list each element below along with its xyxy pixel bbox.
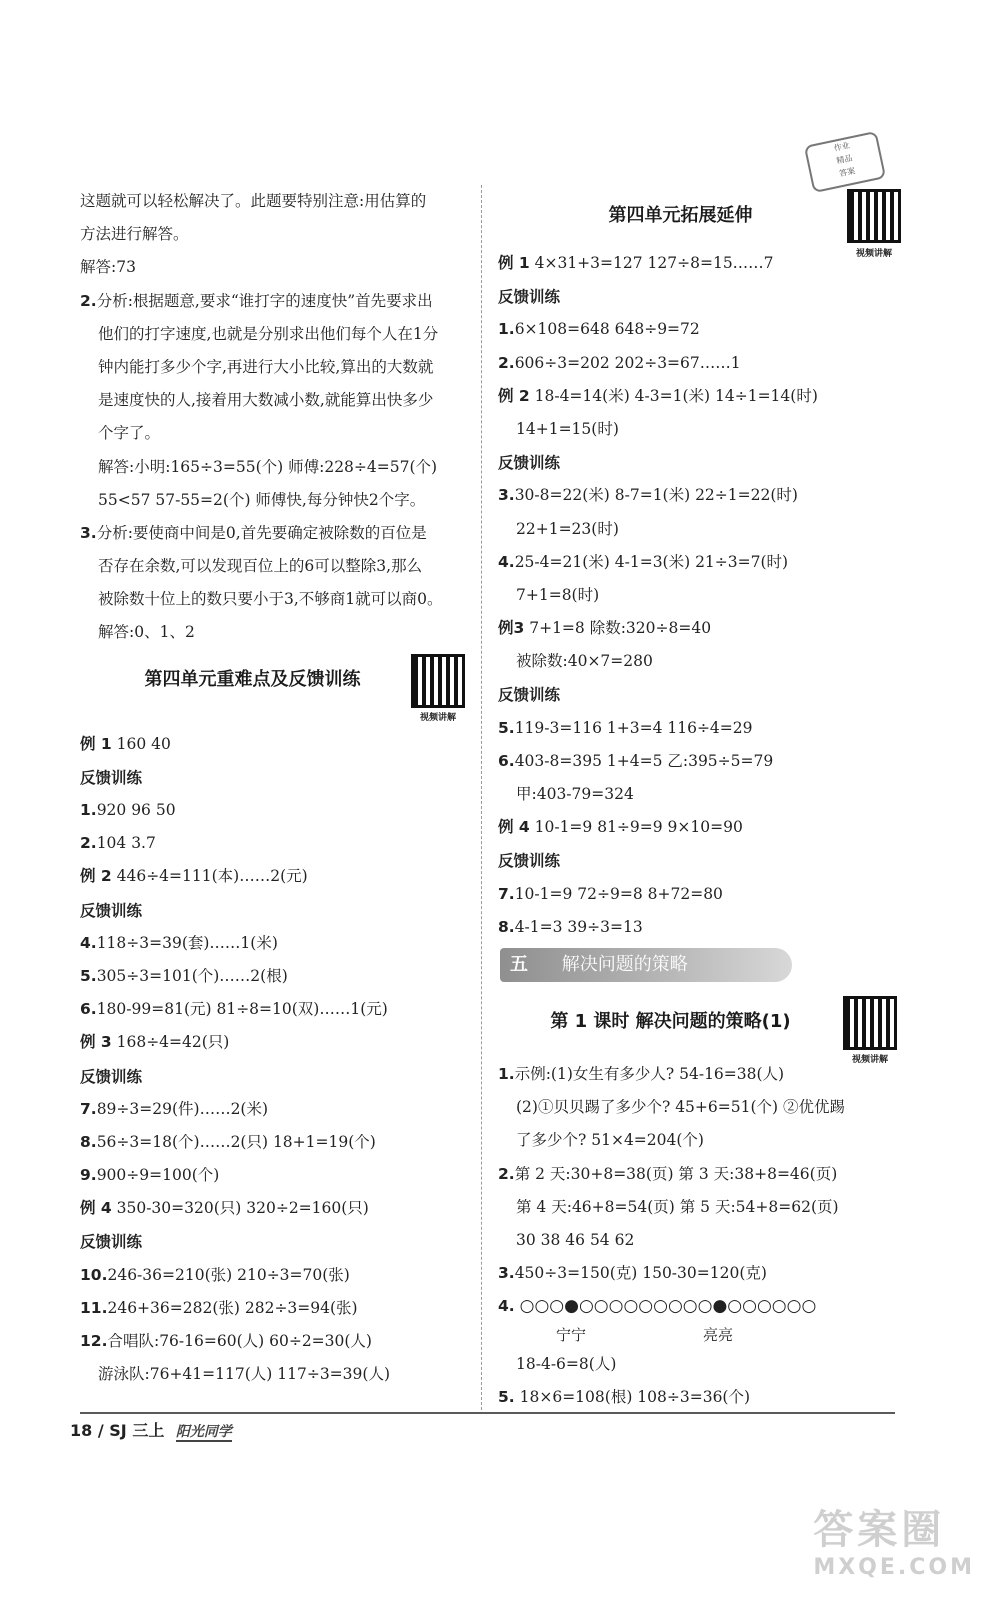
- answer-text: 分析:根据题意,要求“谁打字的速度快”首先要求出: [96, 291, 433, 310]
- answer-line: [498, 1124, 903, 1157]
- question-number: 反馈训练: [80, 1232, 143, 1252]
- answer-line: [498, 1191, 903, 1224]
- footer-slash: /: [97, 1421, 104, 1440]
- answer-line: [498, 313, 903, 346]
- question-number: 8.: [80, 1132, 97, 1151]
- q4-line: [498, 1290, 903, 1323]
- question-number: 例 3: [80, 1033, 112, 1052]
- q4-labels: [498, 1324, 903, 1348]
- answer-text: 14+1=15(时): [516, 419, 619, 438]
- question-number: 2.: [498, 1164, 515, 1183]
- q4-calc: 18-4-6=8(人): [516, 1354, 617, 1373]
- answer-line: [80, 285, 465, 318]
- footer-rule: [80, 1412, 895, 1414]
- answer-text: 246-36=210(张) 210÷3=70(张): [107, 1265, 350, 1284]
- section-heading-right: [498, 185, 903, 259]
- question-number: 4.: [80, 933, 97, 952]
- answer-line: [498, 745, 903, 778]
- answer-text: 350-30=320(只) 320÷2=160(只): [111, 1199, 369, 1218]
- question-number: 9.: [80, 1166, 97, 1185]
- circle-sequence: ○○○●○○○○○○○○○●○○○○○○: [519, 1296, 817, 1317]
- answer-text: 25-4=21(米) 4-1=3(米) 21÷3=7(时): [514, 552, 789, 571]
- answer-text: 22+1=23(时): [516, 519, 619, 538]
- question-number: 6.: [80, 1000, 97, 1019]
- qr-code-icon[interactable]: [847, 189, 901, 243]
- lesson-heading: [498, 992, 903, 1072]
- answer-text: 89÷3=29(件)……2(米): [96, 1099, 269, 1118]
- answer-line: [80, 1060, 465, 1093]
- question-number: 反馈训练: [80, 767, 143, 787]
- answer-line: [80, 1225, 465, 1258]
- unit-number: 五: [510, 954, 528, 975]
- question-number: 例 2: [498, 386, 530, 405]
- answer-line: [80, 1325, 465, 1358]
- answer-text: 分析:要使商中间是0,首先要确定被除数的百位是: [96, 523, 427, 542]
- question-number: 反馈训练: [80, 1066, 143, 1086]
- answer-line: [80, 550, 465, 583]
- lesson-section: [498, 992, 903, 1414]
- unit-banner: [500, 948, 792, 982]
- answer-text: 18-4=14(米) 4-3=1(米) 14÷1=14(时): [529, 386, 818, 405]
- answer-line: [498, 579, 903, 612]
- answer-text: 4×31+3=127 127÷8=15……7: [529, 254, 774, 272]
- lesson-title: 第 1 课时 解决问题的策略(1): [550, 1011, 791, 1032]
- answer-text: 10-1=9 72÷9=8 8+72=80: [514, 884, 723, 903]
- column-divider: [481, 185, 482, 1410]
- answer-line: [80, 993, 465, 1026]
- answer-text: 钟内能打多少个字,再进行大小比较,算出的大数就: [98, 357, 434, 376]
- answer-line: [80, 1358, 465, 1391]
- answer-text: 了多少个? 51×4=204(个): [516, 1131, 704, 1150]
- answer-line: [80, 1093, 465, 1126]
- answer-text: 6×108=648 648÷9=72: [514, 320, 700, 339]
- answer-line: [498, 778, 903, 811]
- answer-text: 是速度快的人,接着用大数减小数,就能算出快多少: [98, 391, 434, 410]
- page-number: 18: [70, 1421, 93, 1440]
- answer-line: [498, 1224, 903, 1257]
- answer-line: [80, 1259, 465, 1292]
- answer-line: [80, 827, 465, 860]
- answer-line: [498, 911, 903, 944]
- answer-text: 104 3.7: [96, 834, 156, 853]
- answer-text: 7+1=8(时): [516, 585, 600, 604]
- question-number: 1.: [80, 801, 97, 819]
- answer-text: 160 40: [111, 734, 171, 753]
- answer-text: 甲:403-79=324: [516, 785, 634, 803]
- answer-line: [498, 280, 903, 313]
- section-title: 第四单元重难点及反馈训练: [144, 668, 361, 690]
- answer-line: [80, 1292, 465, 1325]
- answer-text: 920 96 50: [96, 801, 176, 819]
- answer-line: [80, 860, 465, 893]
- answer-line: [80, 761, 465, 794]
- question-number: 7.: [80, 1099, 97, 1118]
- question-number: 6.: [498, 751, 515, 770]
- answer-line: [80, 1126, 465, 1159]
- question-number: 反馈训练: [498, 685, 561, 705]
- answer-line: [80, 484, 465, 517]
- answer-line: [498, 1158, 903, 1191]
- left-column: [80, 185, 465, 1391]
- answer-text: 606÷3=202 202÷3=67……1: [514, 353, 741, 372]
- answer-text: 第 4 天:46+8=54(页) 第 5 天:54+8=62(页): [516, 1197, 839, 1216]
- question-number: 例 2: [80, 867, 112, 886]
- answer-text: 118÷3=39(套)……1(米): [96, 933, 278, 952]
- answer-text: 900÷9=100(个): [96, 1166, 220, 1185]
- answer-line: [80, 1159, 465, 1192]
- question-number: 反馈训练: [498, 453, 561, 473]
- question-number: 5.: [498, 718, 515, 737]
- question-number: 2.: [498, 353, 515, 372]
- label-ningning: 宁宁: [556, 1325, 587, 1344]
- answer-line: [80, 927, 465, 960]
- video-label: 视频讲解: [419, 712, 456, 723]
- answer-line: [498, 546, 903, 579]
- right-column: [498, 185, 903, 944]
- question-number: 1.: [498, 1065, 515, 1083]
- qr-code-icon[interactable]: [843, 996, 897, 1050]
- answer-line: [498, 413, 903, 446]
- answer-line: [80, 1026, 465, 1059]
- video-label: 视频讲解: [851, 1055, 888, 1065]
- answer-line: 解答:73: [80, 258, 136, 277]
- answer-text: 446÷4=111(本)……2(元): [111, 867, 308, 886]
- question-number: 5.: [498, 1387, 515, 1406]
- question-number: 12.: [80, 1332, 108, 1350]
- answer-line: [80, 384, 465, 417]
- answer-line: [498, 712, 903, 745]
- question-number: 3.: [498, 1264, 515, 1283]
- answer-text: 示例:(1)女生有多少人? 54-16=38(人): [514, 1065, 785, 1083]
- answer-text: 55<57 57-55=2(个) 师傅快,每分钟快2个字。: [98, 490, 426, 509]
- watermark-logo: 答案圈: [813, 1507, 946, 1553]
- question-number: 反馈训练: [498, 851, 561, 871]
- text-line: 这题就可以轻松解决了。此题要特别注意:用估算的: [80, 192, 427, 210]
- answer-text: 游泳队:76+41=117(人) 117÷3=39(人): [98, 1365, 390, 1384]
- answer-line: [80, 960, 465, 993]
- question-number: 3.: [498, 486, 515, 505]
- answer-line: [80, 517, 465, 550]
- answer-text: 305÷3=101(个)……2(根): [96, 966, 288, 985]
- page-footer: [70, 1418, 232, 1441]
- answer-text: 解答:0、1、2: [98, 623, 195, 642]
- answer-line: [498, 380, 903, 413]
- answer-line: [80, 728, 465, 761]
- answer-line: [80, 583, 465, 616]
- answer-text: 否存在余数,可以发现百位上的6可以整除3,那么: [98, 557, 423, 576]
- answer-line: [498, 612, 903, 645]
- qr-code-icon[interactable]: [411, 654, 465, 708]
- answer-text: 180-99=81(元) 81÷8=10(双)……1(元): [96, 1000, 388, 1019]
- answer-text: 18×6=108(根) 108÷3=36(个): [519, 1387, 751, 1406]
- answer-text: 被除数:40×7=280: [516, 652, 653, 671]
- stamp-line-2: 精品: [835, 153, 854, 166]
- answer-line: [80, 1192, 465, 1225]
- book-code: SJ 三上: [109, 1421, 165, 1440]
- video-label: 视频讲解: [855, 249, 892, 259]
- answer-line: [80, 451, 465, 484]
- unit-title: 解决问题的策略: [561, 954, 688, 975]
- answer-line: [80, 318, 465, 351]
- question-number: 8.: [498, 917, 515, 936]
- question-number: 1.: [498, 320, 515, 339]
- answer-line: [80, 351, 465, 384]
- question-number: 10.: [80, 1265, 108, 1284]
- answer-text: 解答:小明:165÷3=55(个) 师傅:228÷4=57(个): [98, 457, 438, 476]
- stamp-line-1: 作业: [833, 140, 851, 153]
- question-number: 例3: [498, 619, 525, 638]
- answer-line: [498, 844, 903, 877]
- answer-text: 403-8=395 1+4=5 乙:395÷5=79: [514, 751, 774, 770]
- answer-line: [498, 678, 903, 711]
- answer-line: [498, 645, 903, 678]
- answer-text: 合唱队:76-16=60(人) 60÷2=30(人): [107, 1332, 372, 1350]
- answer-line: [80, 894, 465, 927]
- question-number: 例 1: [498, 254, 530, 272]
- answer-line: [498, 1091, 903, 1124]
- answer-text: 168÷4=42(只): [111, 1033, 230, 1052]
- stamp-line-3: 答案: [838, 166, 856, 179]
- answer-text: 119-3=116 1+3=4 116÷4=29: [514, 718, 753, 737]
- watermark-url: MXQE.COM: [813, 1555, 975, 1580]
- answer-text: 450÷3=150(克) 150-30=120(克): [514, 1264, 767, 1283]
- question-number: 反馈训练: [498, 287, 561, 307]
- question-number: 4.: [498, 1297, 515, 1316]
- question-number: 2.: [80, 291, 97, 310]
- answer-text: 30 38 46 54 62: [516, 1230, 635, 1249]
- question-number: 7.: [498, 884, 515, 903]
- section-heading-left: [80, 650, 465, 728]
- answer-line: [80, 794, 465, 827]
- answer-text: 56÷3=18(个)……2(只) 18+1=19(个): [96, 1132, 376, 1151]
- answer-line: [498, 513, 903, 546]
- question-number: 5.: [80, 966, 97, 985]
- question-number: 例 4: [80, 1199, 112, 1218]
- corner-stamp: [804, 131, 886, 193]
- answer-text: 个字了。: [98, 424, 161, 443]
- answer-text: (2)①贝贝踢了多少个? 45+6=51(个) ②优优踢: [516, 1098, 845, 1117]
- answer-text: 4-1=3 39÷3=13: [514, 917, 643, 936]
- question-number: 2.: [80, 834, 97, 853]
- question-number: 11.: [80, 1298, 108, 1317]
- question-number: 例 4: [498, 818, 530, 837]
- answer-text: 第 2 天:30+8=38(页) 第 3 天:38+8=46(页): [514, 1164, 838, 1183]
- answer-line: [498, 347, 903, 380]
- answer-text: 他们的打字速度,也就是分别求出他们每个人在1分: [98, 324, 439, 343]
- answer-text: 7+1=8 除数:320÷8=40: [524, 619, 712, 638]
- site-watermark: [813, 1498, 975, 1580]
- answer-text: 246+36=282(张) 282÷3=94(张): [107, 1298, 358, 1317]
- answer-line: [80, 616, 465, 649]
- answer-line: [498, 811, 903, 844]
- answer-line: [80, 417, 465, 450]
- question-number: 反馈训练: [80, 900, 143, 920]
- answer-line: [498, 479, 903, 512]
- answer-line: [498, 1257, 903, 1290]
- answer-line: [498, 446, 903, 479]
- text-line: 方法进行解答。: [80, 225, 189, 244]
- question-number: 4.: [498, 552, 515, 571]
- answer-text: 30-8=22(米) 8-7=1(米) 22÷1=22(时): [514, 486, 798, 505]
- label-liangliang: 亮亮: [703, 1325, 734, 1344]
- brand-logo: 阳光同学: [175, 1424, 232, 1440]
- section-title: 第四单元拓展延伸: [608, 205, 753, 226]
- answer-text: 10-1=9 81÷9=9 9×10=90: [529, 818, 743, 837]
- question-number: 3.: [80, 523, 97, 542]
- answer-line: [498, 878, 903, 911]
- answer-text: 被除数十位上的数只要小于3,不够商1就可以商0。: [98, 590, 443, 609]
- q5-line: [498, 1381, 903, 1414]
- question-number: 例 1: [80, 734, 112, 753]
